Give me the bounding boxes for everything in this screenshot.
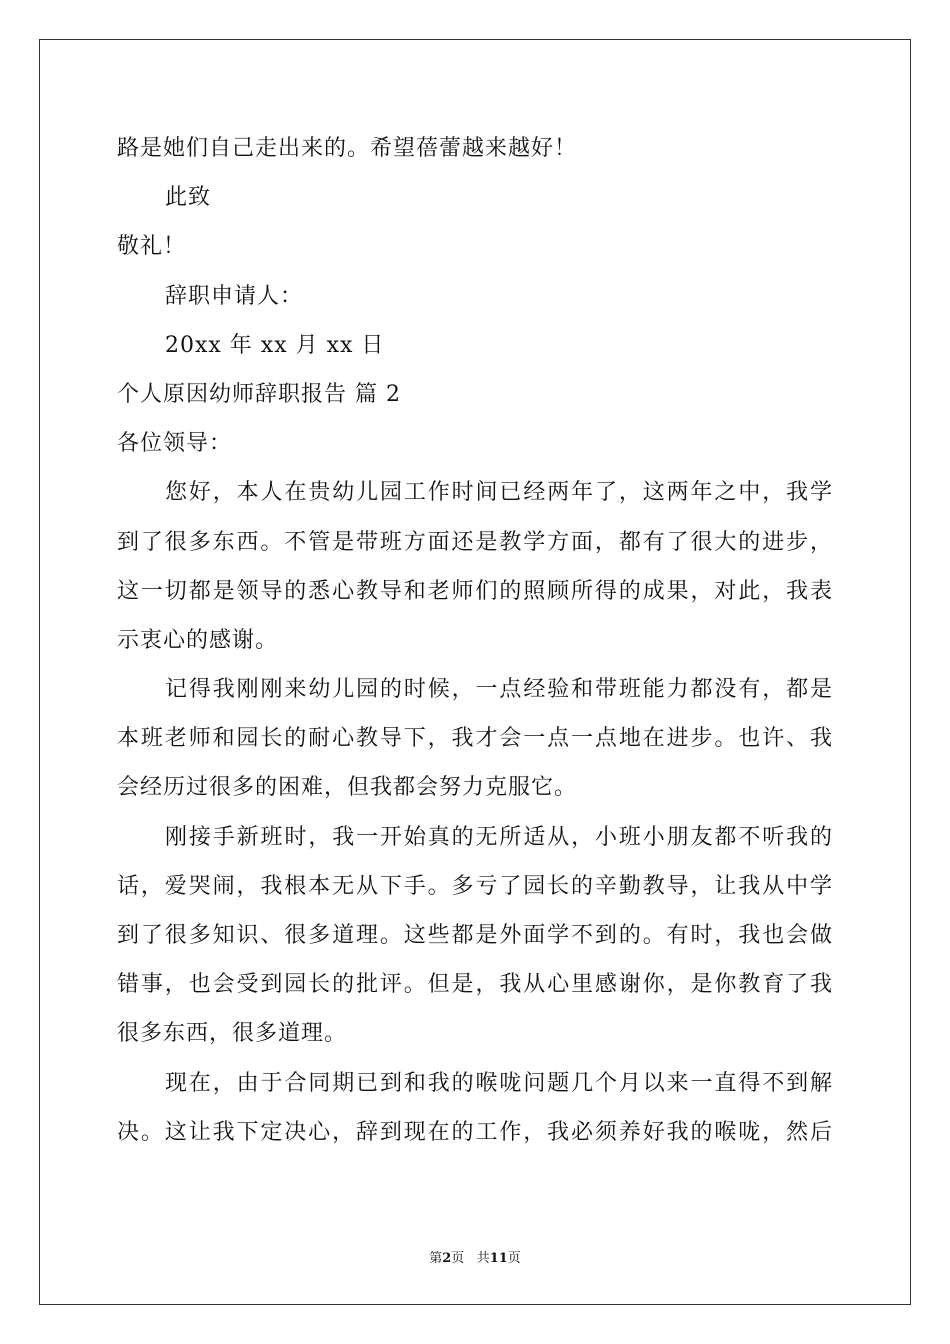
paragraph-line: 您好，本人在贵幼儿园工作时间已经两年了，这两年之中，我学 [165, 480, 833, 506]
paragraph-line: 示衷心的感谢。 [117, 627, 279, 653]
paragraph-line: 路是她们自己走出来的。希望蓓蕾越来越好！ [117, 136, 578, 161]
document-body [117, 124, 833, 1157]
signature-label: 辞职申请人： [165, 283, 304, 309]
footer-total-suffix: 页 [507, 1251, 521, 1266]
paragraph-line: 这一切都是领导的悉心教导和老师们的照顾所得的成果，对此，我表 [117, 578, 833, 604]
paragraph-line: 会经历过很多的困难，但我都会努力克服它。 [117, 775, 578, 801]
paragraph-line: 现在，由于合同期已到和我的喉咙问题几个月以来一直得不到解 [165, 1070, 833, 1096]
footer-page-suffix: 页 [451, 1251, 465, 1266]
paragraph-line: 很多东西，很多道理。 [117, 1021, 348, 1047]
paragraph-line: 错事，也会受到园长的批评。但是，我从心里感谢你，是你教育了我 [117, 972, 833, 998]
paragraph-line: 记得我刚刚来幼儿园的时候，一点经验和带班能力都没有，都是 [165, 677, 833, 703]
paragraph-line: 刚接手新班时，我一开始真的无所适从，小班小朋友都不听我的 [165, 824, 833, 850]
closing-regards: 敬礼！ [117, 234, 187, 260]
closing-salutation: 此致 [165, 185, 212, 211]
paragraph-line: 到了很多知识、很多道理。这些都是外面学不到的。有时，我也会做 [117, 923, 833, 948]
date-line: 20xx 年 xx 月 xx 日 [165, 332, 385, 358]
total-page-count: 11 [489, 1251, 508, 1266]
paragraph-line: 话，爱哭闹，我根本无从下手。多亏了园长的辛勤教导，让我从中学 [117, 873, 833, 899]
section-title: 个人原因幼师辞职报告 篇 2 [117, 381, 401, 407]
current-page-number: 2 [442, 1251, 452, 1266]
paragraph-line: 决。这让我下定决心，辞到现在的工作，我必须养好我的喉咙，然后 [117, 1119, 833, 1145]
paragraph-line: 本班老师和园长的耐心教导下，我才会一点一点地在进步。也许、我 [117, 726, 833, 752]
footer-total-prefix: 共 [476, 1251, 490, 1266]
footer-prefix: 第 [429, 1251, 443, 1266]
page-footer [0, 1247, 950, 1266]
greeting: 各位领导： [117, 431, 233, 457]
paragraph-line: 到了很多东西。不管是带班方面还是教学方面，都有了很大的进步， [117, 529, 833, 555]
